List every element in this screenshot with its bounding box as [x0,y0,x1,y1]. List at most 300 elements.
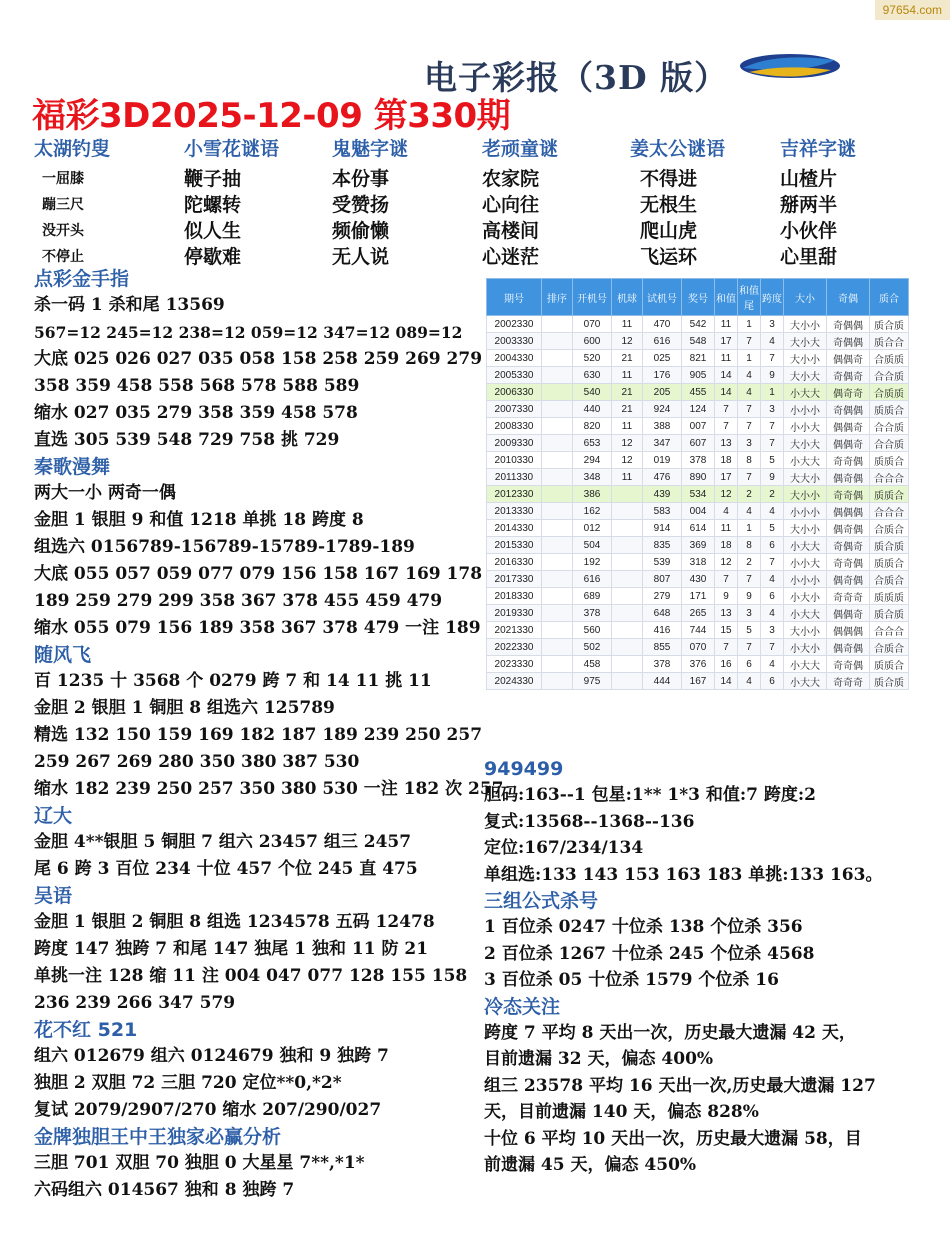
table-cell: 004 [682,503,715,520]
table-cell: 444 [643,673,682,690]
table-header-cell: 和值尾 [738,279,761,316]
text-line: 金胆 4**银胆 5 铜胆 7 组六 23457 组三 2457 [34,832,412,852]
table-cell: 600 [573,333,612,350]
table-cell: 4 [738,673,761,690]
riddle-answer: 无根生 [640,194,698,216]
table-row [487,622,909,639]
table-cell [542,639,573,656]
table-cell: 019 [643,452,682,469]
table-cell: 合合合 [870,469,909,486]
riddle-answer: 不得进 [640,168,698,190]
table-cell: 9 [715,588,738,605]
table-cell [542,588,573,605]
table-cell: 13 [715,605,738,622]
text-line: 百 1235 十 3568 个 0279 跨 7 和 14 11 挑 11 [34,671,432,691]
table-cell: 2007330 [487,401,542,418]
table-row [487,554,909,571]
table-cell [612,588,643,605]
table-cell: 奇偶偶 [827,333,870,350]
table-cell: 7 [738,333,761,350]
table-cell: 378 [573,605,612,622]
table-cell: 4 [761,503,784,520]
table-cell: 2004330 [487,350,542,367]
table-cell: 偶偶偶 [827,503,870,520]
history-table [486,278,909,690]
table-cell: 合合质 [870,435,909,452]
riddle-row-label: 不停止 [42,249,84,265]
table-cell: 648 [643,605,682,622]
table-cell: 质质合 [870,656,909,673]
table-cell: 合质合 [870,520,909,537]
header-title: 电子彩报（3D 版） [424,58,729,97]
table-cell: 386 [573,486,612,503]
riddle-row-label: 没开头 [42,223,84,239]
table-cell: 偶偶奇 [827,350,870,367]
table-cell: 7 [738,469,761,486]
table-row [487,367,909,384]
table-cell: 合合合 [870,503,909,520]
table-cell [542,384,573,401]
text-line: 259 267 269 280 350 380 387 530 [34,752,360,772]
text-line: 十位 6 平均 10 天出一次，历史最大遗漏 58，目 [484,1128,862,1149]
table-cell: 2011330 [487,469,542,486]
riddle-answer: 无人说 [332,246,390,268]
table-cell: 905 [682,367,715,384]
table-cell: 偶奇偶 [827,639,870,656]
table-cell [542,469,573,486]
table-cell: 质质合 [870,452,909,469]
right-column [484,756,934,1179]
table-cell: 12 [612,452,643,469]
text-line: 精选 132 150 159 169 182 187 189 239 250 257 [34,725,483,745]
table-cell: 2014330 [487,520,542,537]
table-row [487,435,909,452]
table-cell: 8 [738,537,761,554]
riddle-column-header: 老顽童谜 [482,138,559,160]
table-cell [542,452,573,469]
table-cell [542,333,573,350]
table-cell [612,605,643,622]
table-cell: 15 [715,622,738,639]
riddle-answer: 掰两半 [780,194,838,216]
table-header-cell: 奖号 [682,279,715,316]
table-cell: 偶奇奇 [827,384,870,401]
table-cell: 大小小 [784,350,827,367]
table-cell: 7 [715,401,738,418]
section-heading: 辽大 [34,805,73,827]
table-cell: 质质质 [870,588,909,605]
riddle-answer: 停歇难 [184,246,242,268]
table-cell: 偶奇偶 [827,469,870,486]
table-cell: 476 [643,469,682,486]
table-row [487,639,909,656]
table-cell [542,673,573,690]
text-line: 杀一码 1 杀和尾 13569 [34,295,225,315]
table-cell: 合合合 [870,622,909,639]
table-cell: 2021330 [487,622,542,639]
table-cell: 12 [715,486,738,503]
table-cell: 奇奇偶 [827,656,870,673]
table-cell: 124 [682,401,715,418]
table-cell: 369 [682,537,715,554]
table-cell: 7 [715,639,738,656]
table-cell: 21 [612,384,643,401]
table-cell: 小小大 [784,554,827,571]
riddle-answer: 农家院 [482,168,540,190]
text-line: 直选 305 539 548 729 758 挑 729 [34,430,340,450]
table-cell: 6 [738,656,761,673]
table-cell: 奇偶偶 [827,316,870,333]
riddle-row-label: 蹦三尺 [42,197,84,213]
table-cell: 548 [682,333,715,350]
text-line: 567=12 245=12 238=12 059=12 347=12 089=12 [34,323,463,342]
table-cell: 388 [643,418,682,435]
table-cell: 279 [643,588,682,605]
table-cell: 14 [715,673,738,690]
table-cell: 合质质 [870,384,909,401]
text-line: 尾 6 跨 3 百位 234 十位 457 个位 245 直 475 [34,859,418,879]
issue-title: 福彩3D2025-12-09 第330期 [32,96,511,136]
table-cell: 455 [682,384,715,401]
table-header-cell: 和值 [715,279,738,316]
table-cell: 合质合 [870,639,909,656]
table-cell: 458 [573,656,612,673]
table-cell: 6 [761,588,784,605]
table-cell: 2023330 [487,656,542,673]
table-cell: 小大大 [784,452,827,469]
riddle-answer: 爬山虎 [640,220,698,242]
table-header-cell: 期号 [487,279,542,316]
table-cell [542,537,573,554]
text-line: 1 百位杀 0247 十位杀 138 个位杀 356 [484,917,803,937]
table-cell: 小小小 [784,401,827,418]
text-line: 缩水 182 239 250 257 350 380 530 一注 182 次 257 [34,779,504,799]
table-cell: 192 [573,554,612,571]
table-cell: 5 [761,452,784,469]
table-row [487,486,909,503]
table-cell: 2 [738,554,761,571]
table-row [487,520,909,537]
table-row [487,571,909,588]
logo [735,44,845,86]
table-cell: 2012330 [487,486,542,503]
text-line: 三胆 701 双胆 70 独胆 0 大星星 7**,*1* [34,1153,365,1173]
table-cell: 偶奇偶 [827,520,870,537]
table-cell: 2002330 [487,316,542,333]
table-cell: 502 [573,639,612,656]
table-cell: 007 [682,418,715,435]
riddle-answer: 本份事 [332,168,390,190]
table-cell: 9 [761,367,784,384]
table-cell: 2015330 [487,537,542,554]
table-cell: 470 [643,316,682,333]
table-cell: 16 [715,656,738,673]
svg-text:·····: ····· [783,51,797,60]
text-line: 金胆 1 银胆 9 和值 1218 单挑 18 跨度 8 [34,510,364,530]
table-cell: 小大大 [784,673,827,690]
table-cell: 奇奇偶 [827,452,870,469]
table-cell: 176 [643,367,682,384]
table-cell: 7 [738,401,761,418]
table-row [487,316,909,333]
table-cell: 6 [761,537,784,554]
section-heading: 吴语 [34,885,73,907]
table-cell [542,418,573,435]
table-cell [542,350,573,367]
table-cell: 2 [761,486,784,503]
text-line: 组选六 0156789-156789-15789-1789-189 [34,537,415,557]
table-cell: 11 [612,367,643,384]
table-cell: 025 [643,350,682,367]
table-row [487,503,909,520]
table-cell: 小大小 [784,588,827,605]
table-cell: 630 [573,367,612,384]
table-cell: 7 [715,571,738,588]
table-cell: 小小小 [784,571,827,588]
section-heading: 949499 [484,758,564,780]
table-cell: 416 [643,622,682,639]
table-cell: 7 [761,350,784,367]
text-line: 3 百位杀 05 十位杀 1579 个位杀 16 [484,970,779,990]
text-line: 组三 23578 平均 16 天出一次,历史最大遗漏 127 [484,1075,876,1096]
table-cell: 3 [761,401,784,418]
table-cell: 7 [738,418,761,435]
table-cell: 2010330 [487,452,542,469]
table-cell: 807 [643,571,682,588]
text-line: 大底 025 026 027 035 058 158 258 259 269 279 [34,349,483,369]
table-cell: 2019330 [487,605,542,622]
table-cell: 大大小 [784,469,827,486]
table-cell: 合质合 [870,571,909,588]
table-cell: 21 [612,401,643,418]
table-cell: 7 [761,418,784,435]
table-cell [542,486,573,503]
table-cell: 924 [643,401,682,418]
text-line: 复试 2079/2907/270 缩水 207/290/027 [34,1100,382,1120]
table-cell: 质质合 [870,486,909,503]
text-line: 复式:13568--1368--136 [484,811,695,832]
table-cell: 2005330 [487,367,542,384]
table-cell [612,571,643,588]
table-cell: 小大大 [784,656,827,673]
table-row [487,469,909,486]
table-cell: 奇偶奇 [827,537,870,554]
riddle-column-header: 吉祥字谜 [780,138,857,160]
table-cell: 9 [761,469,784,486]
table-cell: 318 [682,554,715,571]
table-cell [542,316,573,333]
table-cell [612,656,643,673]
table-cell: 14 [715,367,738,384]
table-cell: 大小小 [784,316,827,333]
table-cell: 11 [715,316,738,333]
table-cell: 534 [682,486,715,503]
riddle-answer: 心向往 [482,194,540,216]
text-line: 两大一小 两奇一偶 [34,483,176,503]
table-cell: 167 [682,673,715,690]
table-cell: 616 [643,333,682,350]
text-line: 缩水 055 079 156 189 358 367 378 479 一注 189 [34,618,481,638]
text-line: 跨度 7 平均 8 天出一次，历史最大遗漏 42 天， [484,1022,856,1043]
table-cell: 2013330 [487,503,542,520]
riddle-column-header: 鬼魅字谜 [332,138,409,160]
riddle-answer: 似人生 [184,220,242,242]
table-cell [612,639,643,656]
table-cell: 合合质 [870,418,909,435]
table-cell: 376 [682,656,715,673]
table-cell: 504 [573,537,612,554]
table-row [487,537,909,554]
section-heading: 点彩金手指 [34,268,130,290]
text-line: 189 259 279 299 358 367 378 455 459 479 [34,591,443,611]
text-line: 胆码:163--1 包星:1** 1*3 和值:7 跨度:2 [484,785,817,805]
table-cell: 7 [738,571,761,588]
table-cell: 12 [715,554,738,571]
table-cell: 17 [715,469,738,486]
table-cell: 975 [573,673,612,690]
table-cell: 855 [643,639,682,656]
table-header-cell: 大小 [784,279,827,316]
text-line: 大底 055 057 059 077 079 156 158 167 169 178 [34,564,483,584]
table-cell [542,554,573,571]
table-cell: 18 [715,452,738,469]
table-cell: 13 [715,435,738,452]
riddle-answer: 山楂片 [780,168,838,190]
table-cell: 奇偶偶 [827,401,870,418]
section-heading: 冷态关注 [484,995,561,1018]
table-cell: 4 [761,333,784,350]
text-line: 单挑一注 128 缩 11 注 004 047 077 128 155 158 [34,966,468,986]
table-cell: 小小小 [784,503,827,520]
table-cell: 11 [715,350,738,367]
table-cell: 542 [682,316,715,333]
table-row [487,588,909,605]
table-cell: 265 [682,605,715,622]
table-cell: 小大大 [784,537,827,554]
table-row [487,384,909,401]
riddle-answer: 飞运环 [640,246,698,268]
table-cell: 偶偶奇 [827,435,870,452]
table-cell [542,367,573,384]
table-cell: 439 [643,486,682,503]
riddle-row-label: 一屈膝 [42,171,84,187]
table-cell: 21 [612,350,643,367]
table-cell [612,520,643,537]
table-cell: 3 [761,316,784,333]
table-cell: 11 [612,469,643,486]
riddle-column-header: 姜太公谜语 [630,138,726,160]
text-line: 金胆 1 银胆 2 铜胆 8 组选 1234578 五码 12478 [34,912,435,932]
table-cell: 7 [715,418,738,435]
table-cell: 2 [738,486,761,503]
riddle-column-header: 小雪花谜语 [184,138,280,160]
table-cell: 5 [738,622,761,639]
table-cell: 616 [573,571,612,588]
table-cell: 小大大 [784,605,827,622]
table-cell: 3 [738,605,761,622]
table-cell: 1 [738,316,761,333]
table-cell: 4 [761,656,784,673]
section-heading: 随风飞 [34,644,92,666]
table-cell: 质质合 [870,554,909,571]
table-header-cell: 跨度 [761,279,784,316]
table-cell: 奇奇奇 [827,588,870,605]
table-cell: 348 [573,469,612,486]
table-cell: 偶偶偶 [827,622,870,639]
riddle-answer: 受赞扬 [332,194,390,216]
table-cell: 18 [715,537,738,554]
table-cell: 大小小 [784,622,827,639]
table-cell: 12 [612,333,643,350]
table-cell [612,537,643,554]
table-cell: 大小小 [784,486,827,503]
table-row [487,333,909,350]
table-cell: 小小大 [784,418,827,435]
table-cell: 520 [573,350,612,367]
text-line: 跨度 147 独跨 7 和尾 147 独尾 1 独和 11 防 21 [34,939,429,959]
section-heading: 秦歌漫舞 [34,456,111,478]
table-cell: 11 [612,316,643,333]
table-cell: 1 [761,384,784,401]
table-cell: 744 [682,622,715,639]
table-cell: 5 [761,520,784,537]
text-line: 目前遗漏 32 天，偏态 400% [484,1049,714,1069]
table-cell: 890 [682,469,715,486]
table-cell: 6 [761,673,784,690]
table-cell: 2022330 [487,639,542,656]
table-cell: 378 [643,656,682,673]
table-cell: 2024330 [487,673,542,690]
section-heading: 花不红 521 [34,1019,138,1041]
left-column [34,266,504,1204]
table-cell: 11 [715,520,738,537]
table-cell: 4 [715,503,738,520]
table-cell: 583 [643,503,682,520]
table-cell: 4 [761,605,784,622]
table-cell: 070 [573,316,612,333]
table-cell: 大小小 [784,520,827,537]
table-row [487,350,909,367]
table-row [487,673,909,690]
table-cell: 大小大 [784,367,827,384]
table-cell [612,486,643,503]
table-cell: 偶偶奇 [827,418,870,435]
table-cell: 560 [573,622,612,639]
table-header-cell: 质合 [870,279,909,316]
text-line: 236 239 266 347 579 [34,993,236,1013]
table-cell: 质合合 [870,333,909,350]
table-cell: 7 [738,639,761,656]
text-line: 单组选:133 143 153 163 183 单挑:133 163。 [484,864,883,885]
section-heading: 金牌独胆王中王独家必赢分析 [34,1126,282,1148]
table-header-cell: 奇偶 [827,279,870,316]
table-cell: 914 [643,520,682,537]
table-row [487,401,909,418]
text-line: 前遗漏 45 天，偏态 450% [484,1155,697,1175]
table-cell: 奇偶奇 [827,367,870,384]
table-cell [542,605,573,622]
table-cell: 821 [682,350,715,367]
table-header-cell: 开机号 [573,279,612,316]
table-cell: 2018330 [487,588,542,605]
riddle-answer: 心里甜 [780,246,838,268]
table-cell: 12 [612,435,643,452]
riddle-answer: 鞭子抽 [184,168,242,190]
table-cell: 347 [643,435,682,452]
table-cell: 4 [738,384,761,401]
table-cell [542,656,573,673]
table-cell [612,673,643,690]
